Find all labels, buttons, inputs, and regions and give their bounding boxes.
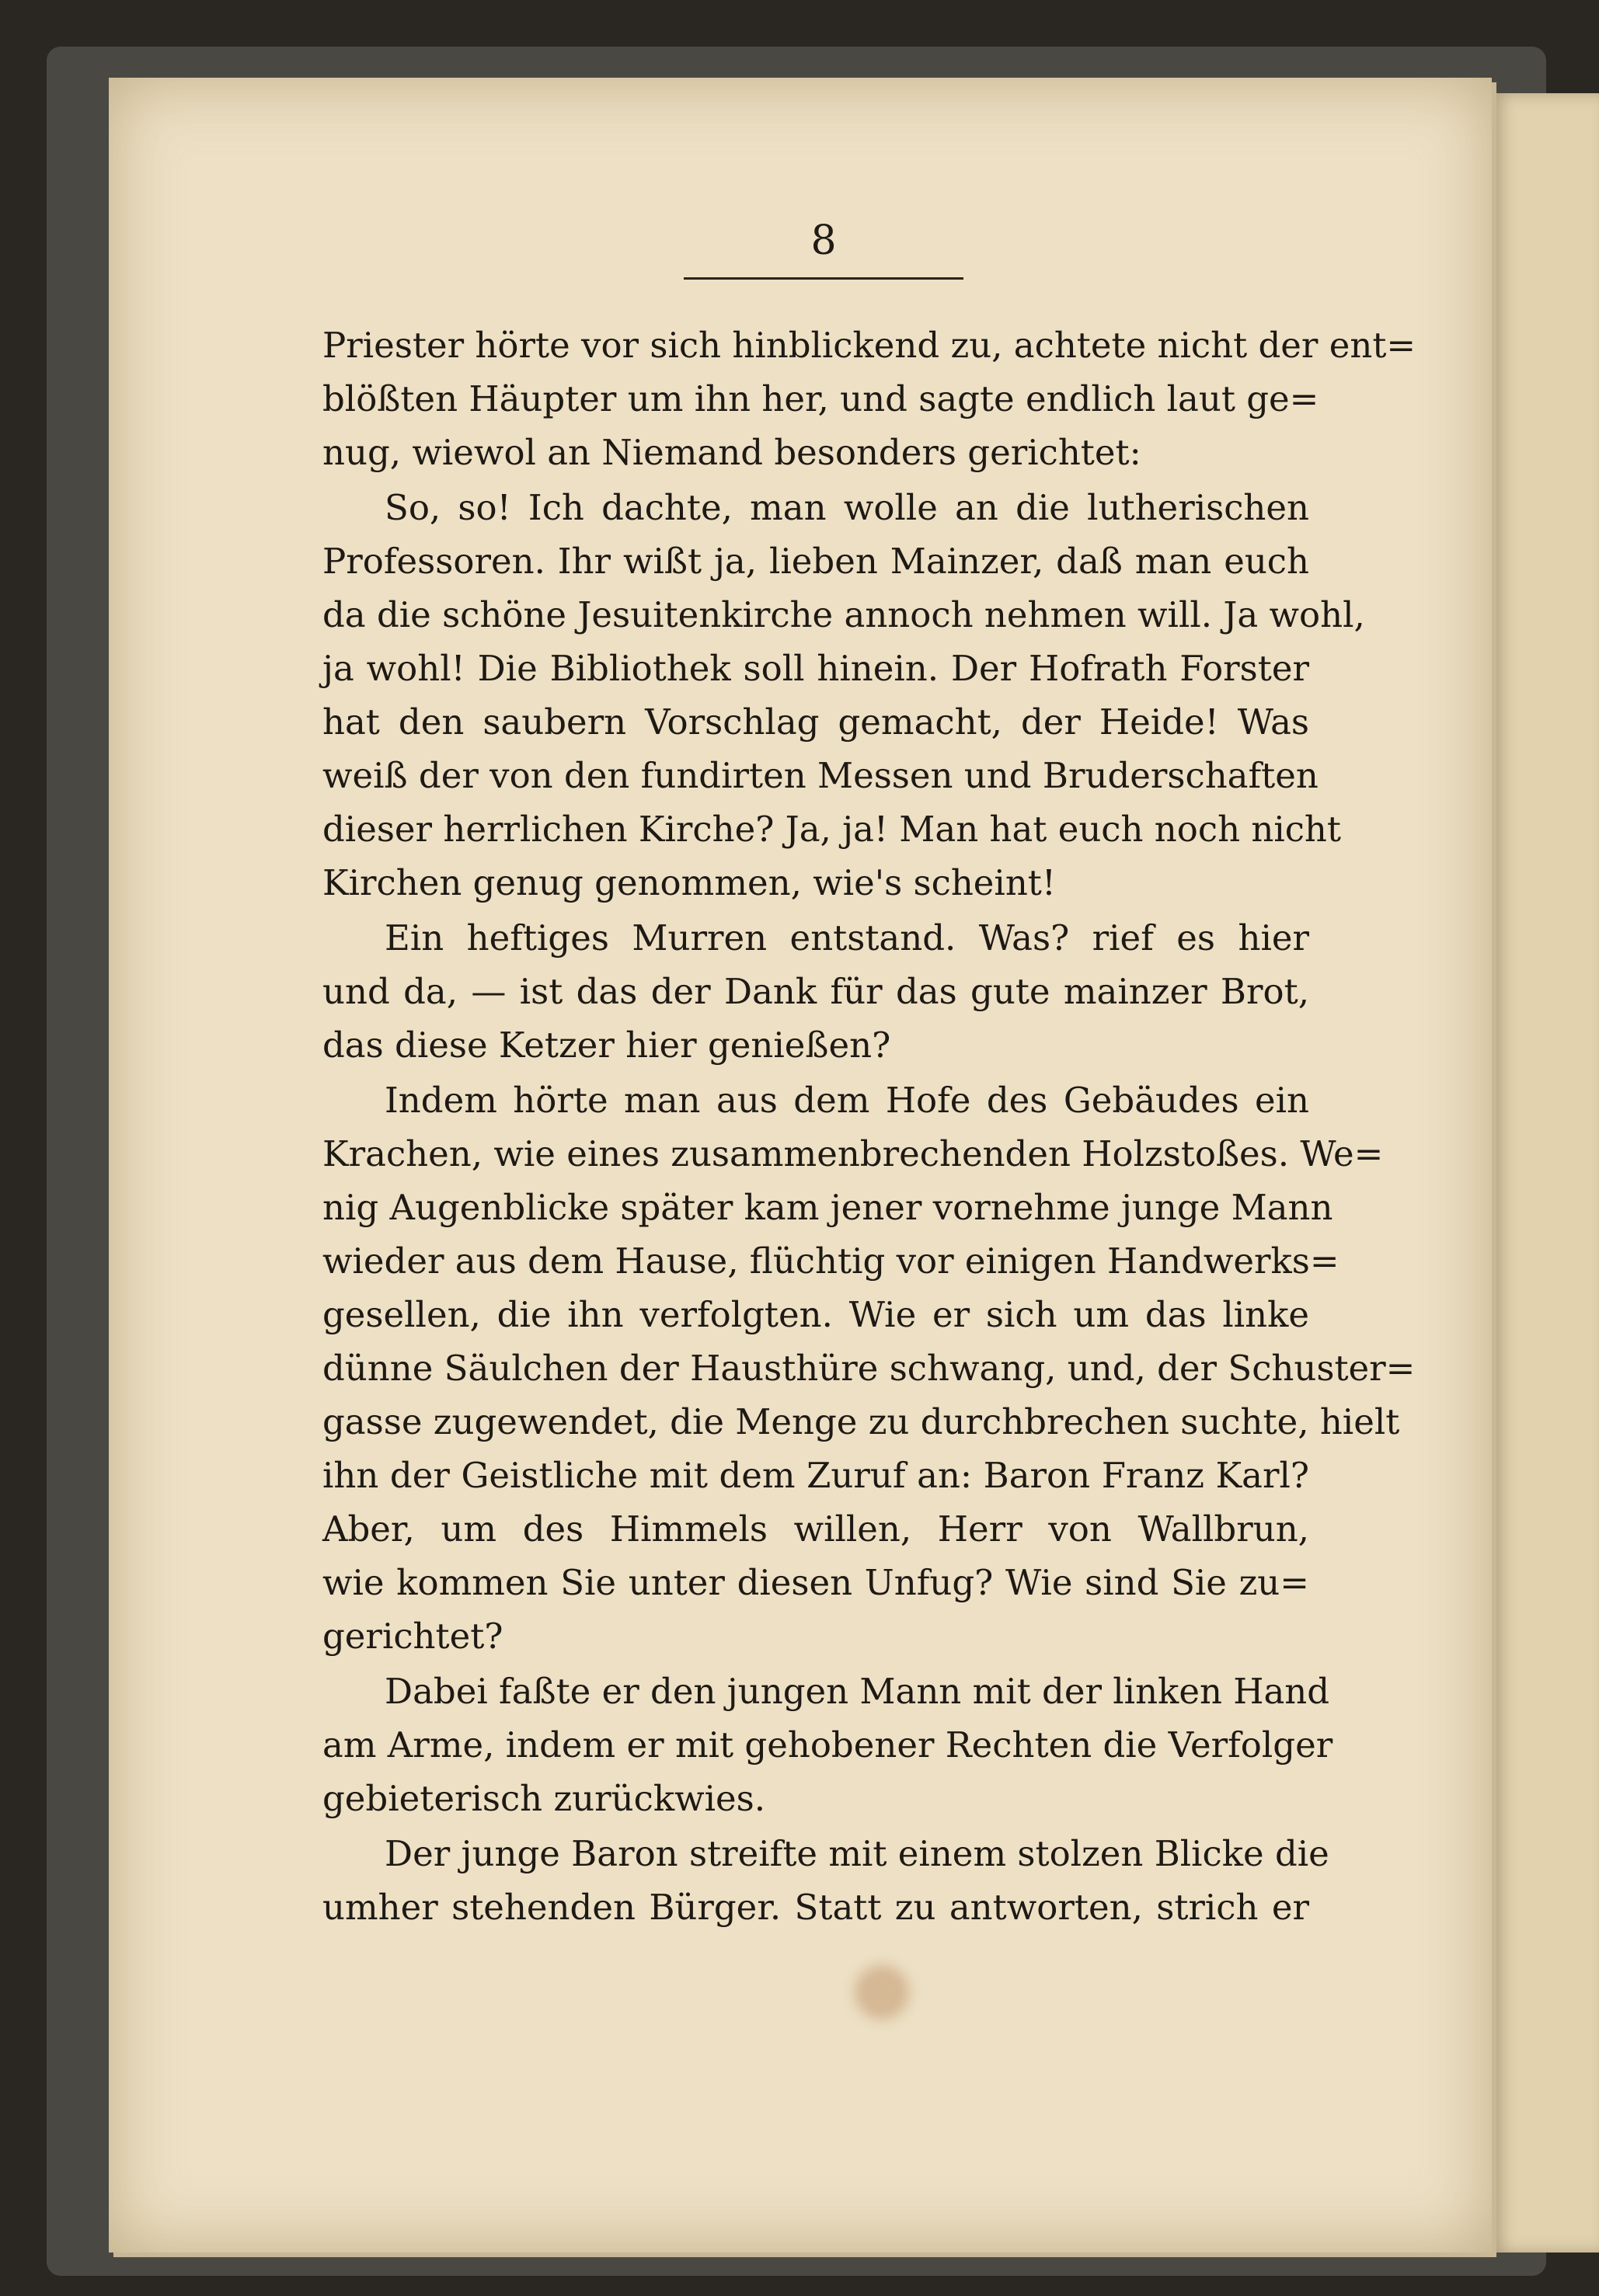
text-line: nig Augenblicke später kam jener vornehme junge Mann [322, 1187, 1333, 1228]
text-line: gasse zugewendet, die Menge zu durchbrechen suchte, hielt [322, 1401, 1400, 1442]
text-line: nug, wiewol an Niemand besonders gerichtet: [322, 432, 1141, 473]
paper-stain [855, 1965, 909, 2019]
text-line: Indem hörte man aus dem Hofe des Gebäudes ein [385, 1080, 1309, 1121]
text-line: dieser herrlichen Kirche? Ja, ja! Man hat euch noch nicht [322, 809, 1341, 850]
text-line: da die schöne Jesuitenkirche annoch nehmen will. Ja wohl, [322, 594, 1365, 635]
text-line: ja wohl! Die Bibliothek soll hinein. Der Hofrath Forster [322, 648, 1309, 689]
text-line: gerichtet? [322, 1616, 503, 1657]
text-line: gebieterisch zurückwies. [322, 1778, 766, 1819]
text-line: Ein heftiges Murren entstand. Was? rief es hier [385, 917, 1309, 958]
text-line: das diese Ketzer hier genießen? [322, 1025, 891, 1066]
text-line: hat den saubern Vorschlag gemacht, der Heide! Was [322, 701, 1309, 743]
text-line: So, so! Ich dachte, man wolle an die lutherischen [385, 487, 1309, 528]
text-line: Priester hörte vor sich hinblickend zu, achtete nicht der ent= [322, 325, 1416, 366]
text-line: Professoren. Ihr wißt ja, lieben Mainzer, daß man euch [322, 541, 1309, 582]
text-line: und da, — ist das der Dank für das gute mainzer Brot, [322, 971, 1309, 1012]
text-line: Krachen, wie eines zusammenbrechenden Holzstoßes. We= [322, 1133, 1384, 1174]
text-line: Dabei faßte er den jungen Mann mit der linken Hand [385, 1671, 1330, 1712]
text-line: ihn der Geistliche mit dem Zuruf an: Baron Franz Karl? [322, 1455, 1309, 1496]
text-line: Der junge Baron streifte mit einem stolzen Blicke die [385, 1833, 1329, 1874]
text-line: Aber, um des Himmels willen, Herr von Wallbrun, [322, 1508, 1309, 1550]
text-line: blößten Häupter um ihn her, und sagte endlich laut ge= [322, 378, 1319, 419]
body-text [322, 318, 1416, 1934]
text-line: wieder aus dem Hause, flüchtig vor einigen Handwerks= [322, 1240, 1339, 1282]
text-line: wie kommen Sie unter diesen Unfug? Wie sind Sie zu= [322, 1562, 1309, 1603]
facing-page-edge [1492, 93, 1599, 2253]
text-line: umher stehenden Bürger. Statt zu antworten, strich er [322, 1887, 1309, 1928]
text-line: Kirchen genug genommen, wie's scheint! [322, 862, 1056, 903]
text-line: am Arme, indem er mit gehobener Rechten die Verfolger [322, 1724, 1333, 1765]
header-rule [684, 277, 963, 280]
page-number: 8 [810, 217, 837, 264]
text-line: gesellen, die ihn verfolgten. Wie er sich um das linke [322, 1294, 1309, 1335]
text-line: dünne Säulchen der Hausthüre schwang, und, der Schuster= [322, 1348, 1416, 1389]
text-line: weiß der von den fundirten Messen und Bruderschaften [322, 755, 1319, 796]
